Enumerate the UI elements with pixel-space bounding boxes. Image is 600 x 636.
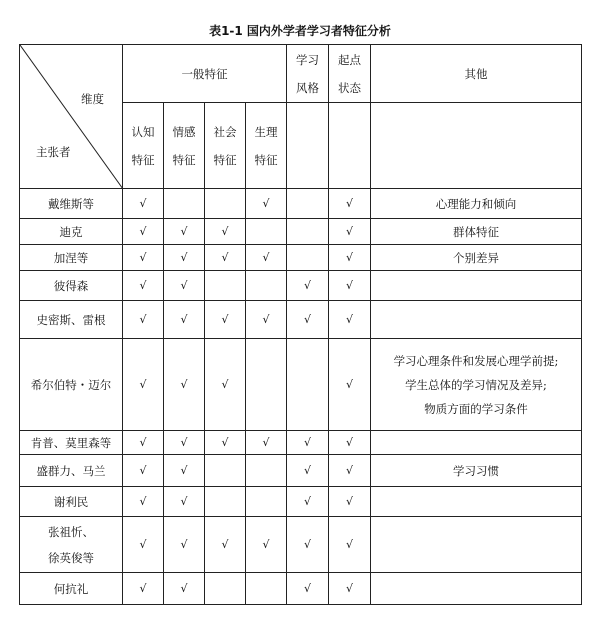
learner-features-table: [19, 44, 582, 605]
check-mark: √: [345, 582, 353, 595]
check-cell: [123, 245, 164, 271]
check-mark: √: [221, 538, 229, 551]
check-cell: [123, 573, 164, 605]
learning-style-line-1: 学习: [296, 52, 319, 67]
check-cell: [205, 339, 246, 431]
check-cell: [205, 245, 246, 271]
check-cell: [205, 219, 246, 245]
check-mark: √: [303, 582, 311, 595]
check-cell: [287, 431, 329, 455]
check-mark: √: [139, 464, 147, 477]
social-line-1: 社会: [213, 124, 237, 139]
check-mark: √: [180, 313, 188, 326]
proponent-name: [20, 271, 123, 301]
check-cell: [205, 573, 246, 605]
check-mark: √: [303, 495, 311, 508]
proponent-name: [20, 189, 123, 219]
check-cell: [329, 431, 371, 455]
check-cell: [246, 517, 287, 573]
check-mark: √: [345, 251, 353, 264]
table-row: [20, 301, 582, 339]
check-mark: √: [262, 197, 270, 210]
check-mark: √: [221, 313, 229, 326]
other-note-line: 学生总体的学习情况及差异;: [405, 377, 547, 392]
table-row: [20, 573, 582, 605]
emotional-line-2: 特征: [172, 152, 196, 167]
table-row: [20, 219, 582, 245]
physiological-line-2: 特征: [254, 152, 278, 167]
proponent-name: [20, 455, 123, 487]
emotional-header: [164, 103, 205, 189]
check-cell: [246, 455, 287, 487]
check-cell: [164, 219, 205, 245]
other-note: [371, 517, 582, 573]
check-mark: √: [221, 251, 229, 264]
check-cell: [329, 219, 371, 245]
proponent-name: [20, 517, 123, 573]
starting-state-line-2: 状态: [338, 80, 361, 95]
check-cell: [246, 487, 287, 517]
check-mark: √: [139, 279, 147, 292]
check-mark: √: [345, 313, 353, 326]
check-cell: [164, 339, 205, 431]
other-note: [371, 431, 582, 455]
general-features-header: 一般特征: [123, 45, 287, 103]
check-cell: [123, 431, 164, 455]
proponent-name-line: 张祖忻、: [48, 524, 94, 539]
check-mark: √: [180, 279, 188, 292]
check-cell: [246, 219, 287, 245]
check-mark: √: [345, 197, 353, 210]
check-mark: √: [139, 197, 147, 210]
check-mark: √: [180, 582, 188, 595]
check-mark: √: [262, 251, 270, 264]
starting-state-header: [329, 45, 371, 103]
check-mark: √: [345, 279, 353, 292]
cognitive-header: [123, 103, 164, 189]
check-mark: √: [345, 225, 353, 238]
check-cell: [329, 339, 371, 431]
check-mark: √: [139, 436, 147, 449]
other-empty: [371, 103, 582, 189]
check-cell: [205, 271, 246, 301]
other-note-line: 学习习惯: [453, 463, 499, 478]
proponent-name-line: 彼得森: [53, 278, 89, 293]
check-mark: √: [345, 538, 353, 551]
check-cell: [287, 573, 329, 605]
proponent-label: 主张者: [36, 145, 71, 159]
check-cell: [329, 573, 371, 605]
check-mark: √: [221, 225, 229, 238]
table-row: [20, 189, 582, 219]
check-cell: [205, 431, 246, 455]
table-row: [20, 517, 582, 573]
check-cell: [329, 189, 371, 219]
other-note: [371, 339, 582, 431]
check-cell: [123, 219, 164, 245]
check-cell: [287, 271, 329, 301]
check-cell: [329, 455, 371, 487]
check-cell: [287, 455, 329, 487]
check-cell: [164, 245, 205, 271]
check-cell: [287, 487, 329, 517]
proponent-name-line: 何抗礼: [53, 581, 89, 596]
check-cell: [123, 455, 164, 487]
proponent-name-line: 加涅等: [53, 250, 89, 265]
check-cell: [123, 271, 164, 301]
check-cell: [205, 487, 246, 517]
check-mark: √: [303, 538, 311, 551]
proponent-name-line: 希尔伯特・迈尔: [30, 377, 112, 392]
check-cell: [164, 487, 205, 517]
check-mark: √: [180, 464, 188, 477]
check-mark: √: [180, 538, 188, 551]
table-title: 表1-1 国内外学者学习者特征分析: [209, 24, 391, 38]
other-header: 其他: [371, 45, 582, 103]
check-mark: √: [139, 582, 147, 595]
check-cell: [123, 487, 164, 517]
check-mark: √: [345, 464, 353, 477]
check-cell: [287, 245, 329, 271]
other-note: [371, 189, 582, 219]
check-cell: [164, 301, 205, 339]
proponent-name-line: 迪克: [59, 224, 83, 239]
check-cell: [123, 301, 164, 339]
other-note: [371, 573, 582, 605]
check-cell: [287, 189, 329, 219]
check-mark: √: [303, 313, 311, 326]
table-row: [20, 431, 582, 455]
check-cell: [205, 517, 246, 573]
check-mark: √: [139, 225, 147, 238]
other-note: [371, 487, 582, 517]
proponent-name-line: 史密斯、雷根: [36, 312, 106, 327]
check-mark: √: [303, 279, 311, 292]
proponent-name: [20, 219, 123, 245]
other-note: [371, 245, 582, 271]
check-cell: [246, 189, 287, 219]
check-cell: [329, 517, 371, 573]
other-note: [371, 455, 582, 487]
check-mark: √: [303, 464, 311, 477]
starting-state-empty: [329, 103, 371, 189]
check-mark: √: [262, 538, 270, 551]
proponent-name-line: 徐英俊等: [48, 550, 94, 565]
check-cell: [123, 339, 164, 431]
cognitive-line-2: 特征: [131, 152, 155, 167]
check-cell: [123, 189, 164, 219]
check-mark: √: [221, 378, 229, 391]
check-mark: √: [180, 225, 188, 238]
check-mark: √: [139, 378, 147, 391]
proponent-name: [20, 573, 123, 605]
check-cell: [329, 487, 371, 517]
diagonal-header-cell: [20, 45, 123, 189]
check-mark: √: [345, 495, 353, 508]
check-cell: [246, 271, 287, 301]
check-mark: √: [180, 251, 188, 264]
table-row: [20, 339, 582, 431]
emotional-line-1: 情感: [172, 124, 196, 139]
other-note-line: 群体特征: [453, 224, 499, 239]
check-cell: [246, 573, 287, 605]
learning-style-line-2: 风格: [296, 80, 319, 95]
diagonal-line: [20, 45, 123, 189]
other-note-line: 心理能力和倾向: [435, 196, 517, 211]
check-cell: [246, 245, 287, 271]
check-mark: √: [303, 436, 311, 449]
check-mark: √: [139, 313, 147, 326]
check-cell: [205, 189, 246, 219]
check-cell: [246, 301, 287, 339]
learning-style-header: [287, 45, 329, 103]
check-cell: [287, 339, 329, 431]
check-cell: [205, 301, 246, 339]
other-note: [371, 271, 582, 301]
proponent-name: [20, 301, 123, 339]
check-cell: [287, 219, 329, 245]
check-cell: [287, 301, 329, 339]
check-mark: √: [139, 538, 147, 551]
other-note-line: 个别差异: [453, 250, 499, 265]
check-cell: [164, 431, 205, 455]
check-cell: [329, 271, 371, 301]
check-mark: √: [180, 378, 188, 391]
check-cell: [123, 517, 164, 573]
check-cell: [246, 339, 287, 431]
cognitive-line-1: 认知: [131, 124, 155, 139]
other-note-line: 学习心理条件和发展心理学前提;: [393, 353, 559, 368]
check-cell: [164, 517, 205, 573]
check-cell: [164, 189, 205, 219]
table-row: [20, 455, 582, 487]
proponent-name-line: 肯普、莫里森等: [30, 435, 112, 450]
check-mark: √: [180, 495, 188, 508]
proponent-name-line: 盛群力、马兰: [36, 463, 106, 478]
check-cell: [246, 431, 287, 455]
other-note: [371, 219, 582, 245]
proponent-name: [20, 431, 123, 455]
physiological-header: [246, 103, 287, 189]
check-cell: [329, 301, 371, 339]
proponent-name-line: 戴维斯等: [48, 196, 94, 211]
check-cell: [329, 245, 371, 271]
dimension-label: 维度: [81, 92, 104, 106]
proponent-name-line: 谢利民: [53, 494, 89, 509]
check-cell: [164, 271, 205, 301]
other-note: [371, 301, 582, 339]
social-line-2: 特征: [213, 152, 237, 167]
starting-state-line-1: 起点: [338, 52, 361, 67]
other-note-line: 物质方面的学习条件: [424, 401, 528, 416]
check-mark: √: [262, 313, 270, 326]
social-header: [205, 103, 246, 189]
check-mark: √: [139, 251, 147, 264]
proponent-name: [20, 245, 123, 271]
table-row: [20, 271, 582, 301]
check-mark: √: [221, 436, 229, 449]
proponent-name: [20, 487, 123, 517]
check-cell: [164, 455, 205, 487]
check-mark: √: [180, 436, 188, 449]
learning-style-empty: [287, 103, 329, 189]
proponent-name: [20, 339, 123, 431]
table-body: [20, 189, 582, 605]
check-cell: [164, 573, 205, 605]
physiological-line-1: 生理: [254, 124, 278, 139]
table-row: [20, 487, 582, 517]
check-mark: √: [345, 378, 353, 391]
check-cell: [205, 455, 246, 487]
check-cell: [287, 517, 329, 573]
check-mark: √: [262, 436, 270, 449]
check-mark: √: [139, 495, 147, 508]
table-row: [20, 245, 582, 271]
check-mark: √: [345, 436, 353, 449]
